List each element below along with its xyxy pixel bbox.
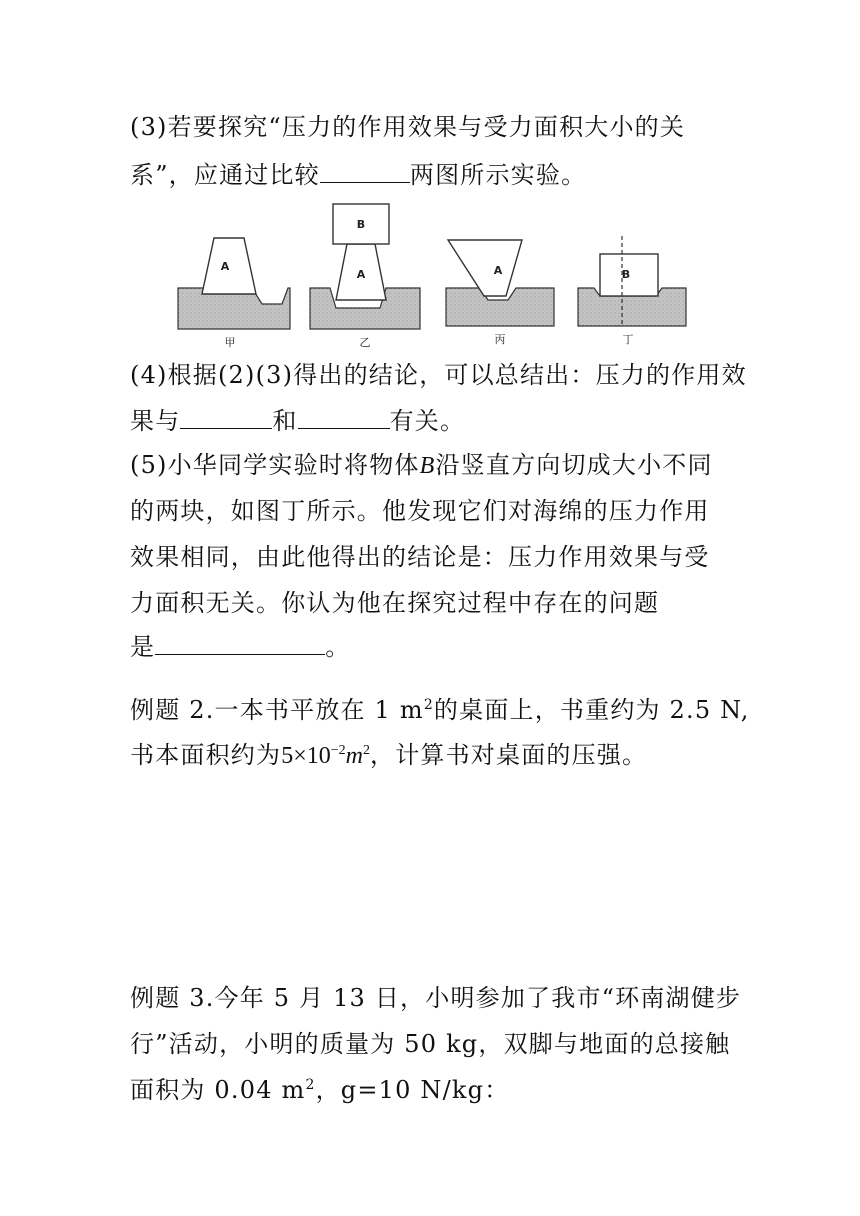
caption-bing: 丙 bbox=[494, 333, 506, 346]
q5-line-3: 效果相同，由此他得出的结论是：压力作用效果与受 bbox=[130, 543, 710, 571]
q4-line-2: 果与 和 有关。 bbox=[130, 407, 466, 435]
caption-ding: 丁 bbox=[622, 333, 634, 346]
q3-line-2: 系”，应通过比较 两图所示实验。 bbox=[130, 161, 587, 189]
example-3-line-1: 例题 3.今年 5 月 13 日，小明参加了我市“环南湖健步 bbox=[130, 984, 742, 1012]
experiment-jia bbox=[178, 238, 290, 349]
example-2-line-2: 书本面积约为$5\times 10^{-2}m^2$，计算书对桌面的压强。 bbox=[130, 741, 648, 769]
q5-line-4: 力面积无关。你认为他在探究过程中存在的问题 bbox=[130, 589, 660, 617]
block-b-label: B bbox=[621, 268, 631, 281]
block-a-label: A bbox=[493, 264, 503, 277]
example-2-line-1: 例题 2.一本书平放在 1 $m^2$的桌面上，书重约为 2.5 N, bbox=[130, 696, 750, 724]
experiment-ding bbox=[578, 236, 686, 346]
answer-blank[interactable] bbox=[180, 406, 272, 429]
q5-line-1: (5)小华同学实验时将物体B沿竖直方向切成大小不同 bbox=[130, 451, 713, 479]
experiment-figure bbox=[170, 196, 690, 356]
q5-line-5: 是 。 bbox=[130, 633, 351, 661]
block-a-label: A bbox=[220, 260, 230, 273]
q4-line-1: (4)根据(2)(3)得出的结论，可以总结出：压力的作用效 bbox=[130, 361, 747, 389]
caption-yi: 乙 bbox=[359, 336, 371, 349]
q5-line-2: 的两块，如图丁所示。他发现它们对海绵的压力作用 bbox=[130, 497, 710, 525]
block-a-label: A bbox=[356, 268, 366, 281]
answer-blank[interactable] bbox=[155, 632, 325, 655]
caption-jia: 甲 bbox=[224, 336, 236, 349]
area-formula: $5\times 10^{-2}m^2$ bbox=[281, 743, 370, 769]
experiment-yi bbox=[310, 204, 420, 349]
q3-line-1: (3)若要探究“压力的作用效果与受力面积大小的关 bbox=[130, 113, 686, 141]
answer-blank[interactable] bbox=[320, 160, 410, 183]
block-b-label: B bbox=[356, 218, 366, 231]
example-3-line-2: 行”活动，小明的质量为 50 kg，双脚与地面的总接触 bbox=[130, 1030, 731, 1058]
experiment-bing bbox=[446, 240, 554, 346]
example-3-line-3: 面积为 0.04 $m^2$，g=10 N/kg： bbox=[130, 1076, 510, 1104]
answer-blank[interactable] bbox=[298, 406, 390, 429]
